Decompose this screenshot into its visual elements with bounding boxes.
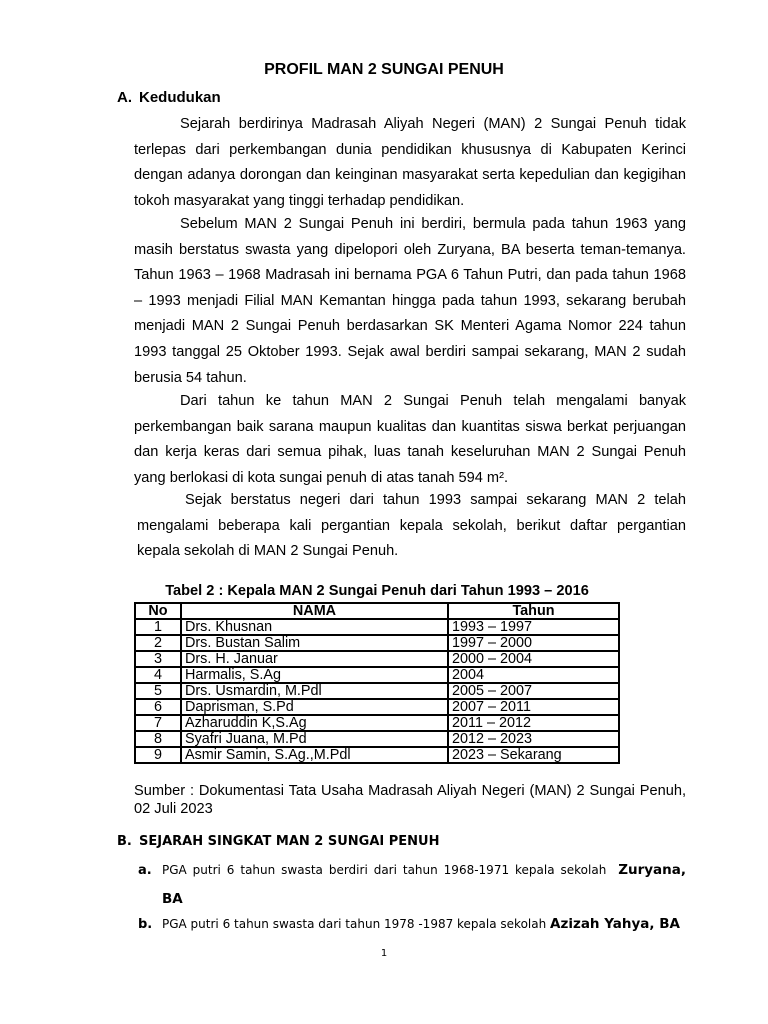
table-source: Sumber : Dokumentasi Tata Usaha Madrasah Aliyah Negeri (MAN) 2 Sungai Penuh, 02 Juli 2023 [134, 783, 686, 817]
paragraph-1: Sejarah berdirinya Madrasah Aliyah Negeri (MAN) 2 Sungai Penuh tidak terlepas dari perkembangan dunia pendidikan khususnya di Kabupaten Kerinci dengan adanya dorongan dan keinginan masyarakat serta kepedulian dan kegigihan tokoh masyarakat yang tinggi terhadap pendidikan. [134, 116, 686, 209]
cell-nama: Asmir Samin, S.Ag.,M.Pdl [181, 747, 448, 763]
cell-no: 4 [135, 667, 181, 683]
paragraph-4: Sejak berstatus negeri dari tahun 1993 sampai sekarang MAN 2 telah mengalami beberapa kali pergantian kepala sekolah, berikut daftar pergantian kepala sekolah di MAN 2 Sungai Penuh. [137, 492, 686, 560]
cell-no: 5 [135, 683, 181, 699]
section-a-title: Kedudukan [139, 89, 221, 106]
section-b-heading [117, 834, 439, 849]
page-title: PROFIL MAN 2 SUNGAI PENUH [264, 61, 504, 78]
table-header-row [135, 603, 619, 619]
cell-no: 9 [135, 747, 181, 763]
table-row [135, 683, 619, 699]
table-row [135, 731, 619, 747]
cell-tahun: 1997 – 2000 [448, 635, 619, 651]
list-item [138, 856, 686, 914]
section-b-title: SEJARAH SINGKAT MAN 2 SUNGAI PENUH [139, 834, 440, 849]
cell-tahun: 2023 – Sekarang [448, 747, 619, 763]
section-a-heading [117, 89, 221, 106]
list-item-label: b. [138, 917, 153, 932]
page-number: 1 [380, 948, 388, 959]
list-item [138, 910, 686, 939]
header-nama: NAMA [181, 603, 448, 619]
table-row [135, 699, 619, 715]
section-b-number: B. [117, 834, 132, 849]
list-item-label: a. [138, 863, 152, 878]
cell-tahun: 2005 – 2007 [448, 683, 619, 699]
cell-no: 3 [135, 651, 181, 667]
cell-nama: Syafri Juana, M.Pd [181, 731, 448, 747]
cell-nama: Daprisman, S.Pd [181, 699, 448, 715]
cell-no: 1 [135, 619, 181, 635]
cell-tahun: 1993 – 1997 [448, 619, 619, 635]
paragraph-2: Sebelum MAN 2 Sungai Penuh ini berdiri, bermula pada tahun 1963 yang masih berstatus swasta yang dipelopori oleh Zuryana, BA beserta teman-temanya. Tahun 1963 – 1968 Madrasah ini bernama PGA 6 Tahun Putri, dan pada tahun 1968 – 1993 menjadi Filial MAN Kemantan hingga pada tahun 1993, sekarang berubah menjadi MAN 2 Sungai Penuh berdasarkan SK Menteri Agama Nomor 224 tahun 1993 tanggal 25 Oktober 1993. Sejak awal berdiri sampai sekarang, MAN 2 sudah berusia 54 tahun. [134, 216, 686, 386]
list-item-person: Zuryana, BA [162, 862, 687, 907]
list-item-text [162, 856, 686, 914]
cell-nama: Drs. Usmardin, M.Pdl [181, 683, 448, 699]
header-tahun: Tahun [448, 603, 619, 619]
cell-nama: Drs. Bustan Salim [181, 635, 448, 651]
list-item-text [162, 910, 686, 939]
cell-nama: Azharuddin K,S.Ag [181, 715, 448, 731]
cell-no: 7 [135, 715, 181, 731]
table-row [135, 667, 619, 683]
table-row [135, 715, 619, 731]
list-item-description: PGA putri 6 tahun swasta berdiri dari tahun 1968-1971 kepala sekolah [162, 863, 607, 877]
cell-tahun: 2011 – 2012 [448, 715, 619, 731]
table-row [135, 619, 619, 635]
list-item-person: Azizah Yahya, BA [550, 916, 680, 932]
cell-nama: Drs. Khusnan [181, 619, 448, 635]
table-caption: Tabel 2 : Kepala MAN 2 Sungai Penuh dari Tahun 1993 – 2016 [165, 583, 589, 599]
section-a-number: A. [117, 89, 132, 106]
table-row [135, 635, 619, 651]
cell-no: 2 [135, 635, 181, 651]
table-row [135, 747, 619, 763]
principals-table [134, 602, 620, 764]
paragraph-3: Dari tahun ke tahun MAN 2 Sungai Penuh telah mengalami banyak perkembangan baik sarana maupun kualitas dan kuantitas siswa berkat perjuangan dan kerja keras dari semua pihak, luas tanah keseluruhan MAN 2 Sungai Penuh yang berlokasi di kota sungai penuh di atas tanah 594 m². [134, 393, 686, 486]
header-no: No [135, 603, 181, 619]
cell-no: 6 [135, 699, 181, 715]
cell-tahun: 2004 [448, 667, 619, 683]
cell-nama: Drs. H. Januar [181, 651, 448, 667]
list-item-description: PGA putri 6 tahun swasta dari tahun 1978 -1987 kepala sekolah [162, 917, 547, 931]
cell-nama: Harmalis, S.Ag [181, 667, 448, 683]
cell-tahun: 2000 – 2004 [448, 651, 619, 667]
cell-no: 8 [135, 731, 181, 747]
table-row [135, 651, 619, 667]
cell-tahun: 2012 – 2023 [448, 731, 619, 747]
cell-tahun: 2007 – 2011 [448, 699, 619, 715]
